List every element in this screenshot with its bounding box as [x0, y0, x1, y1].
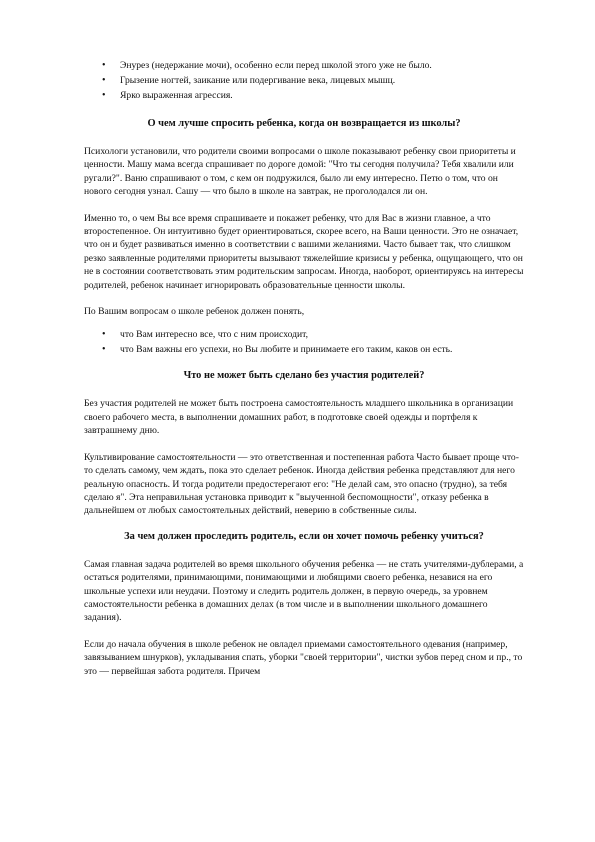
paragraph: Именно то, о чем Вы все время спрашиваете и покажет ребенку, что для Вас в жизни главное, а что второстепенное. Он интуитивно будет ориентироваться, скорее всего, на Ваши ценности. Это не означает, что он и будет развиваться именно в соответствии с вашими желаниями. Часто бывает так, что слишком резко заявленные родителями приоритеты вызывают тяжелейшие кризисы у ребенка, ощущающего, что он не в состоянии соответствовать этим родительским запросам. Иногда, наоборот, ориентируясь на интересы родителей, ребенок начинает игнорировать образовательные ценности школы. — [84, 212, 524, 291]
section-heading: О чем лучше спросить ребенка, когда он возвращается из школы? — [147, 118, 461, 129]
question-goals-list — [84, 327, 524, 357]
list-item-text: что Вам интересно все, что с ним происходит, — [120, 329, 309, 341]
list-item-text: Грызение ногтей, заикание или подергивание века, лицевых мышц. — [120, 75, 396, 86]
list-item — [84, 58, 524, 73]
paragraph: Психологи установили, что родители своими вопросами о школе показывают ребенку свои приоритеты и ценности. Машу мама всегда спрашивает по дороге домой: "Что ты сегодня получила? Тебя хвалили или ругали?". Ваню спрашивают о том, с кем он подружился, было ли ему интересно. Петю о том, что он нового сегодня узнал. Сашу — что было в школе на завтрак, не проголодался ли он. — [84, 146, 516, 198]
document-body — [84, 58, 524, 678]
paragraph: Если до начала обучения в школе ребенок не овладел приемами самостоятельного одевания (например, завязыванием шнурков), укладывания спать, уборки "своей территории", чистки зубов перед сном и пр., то это — первейшая забота родителя. Причем — [84, 638, 523, 677]
bullet-icon: • — [102, 75, 106, 86]
symptom-list — [84, 58, 524, 103]
list-item-text: что Вам важны его успехи, но Вы любите и принимаете его таким, каков он есть. — [120, 344, 453, 356]
bullet-icon: • — [102, 344, 106, 356]
list-item — [84, 73, 524, 88]
list-item-text: Ярко выраженная агрессия. — [120, 90, 233, 101]
paragraph: Самая главная задача родителей во время школьного обучения ребенка — не стать учителями-дублерами, а остаться родителями, принимающими, понимающими и любящими своего ребенка, независя на его школьные успехи или неудачи. Поэтому и следить родитель должен, в первую очередь, за уровнем самостоятельности ребенка в домашних делах (в том числе и в выполнении школьного домашнего задания). — [84, 558, 524, 624]
paragraph: Культивирование самостоятельности — это ответственная и постепенная работа Часто бывает проще что-то сделать самому, чем ждать, пока это сделает ребенок. Иногда действия ребенка представляют для него реальную опасность. И тогда родители предостерегают его: "Не делай сам, это опасно (трудно), за тебя сделаю я". Эта неправильная установка приводит к "выученной беспомощности", отказу ребенка в дальнейшем от любых самостоятельных действий, неверию в собственные силы. — [84, 451, 519, 517]
list-item — [84, 342, 524, 357]
section-heading: Что не может быть сделано без участия родителей? — [183, 370, 425, 382]
list-item — [84, 88, 524, 103]
list-item — [84, 327, 524, 342]
bullet-icon: • — [102, 90, 106, 101]
paragraph: Без участия родителей не может быть построена самостоятельность младшего школьника в организации своего рабочего места, в выполнении домашних работ, в подготовке своей одежды и портфеля к завтрашнему дню. — [84, 398, 514, 437]
paragraph: По Вашим вопросам о школе ребенок должен понять, — [84, 306, 305, 318]
bullet-icon: • — [102, 329, 106, 341]
bullet-icon: • — [102, 60, 106, 71]
list-item-text: Энурез (недержание мочи), особенно если перед школой этого уже не было. — [120, 60, 432, 71]
section-heading: За чем должен проследить родитель, если он хочет помочь ребенку учиться? — [124, 530, 484, 542]
